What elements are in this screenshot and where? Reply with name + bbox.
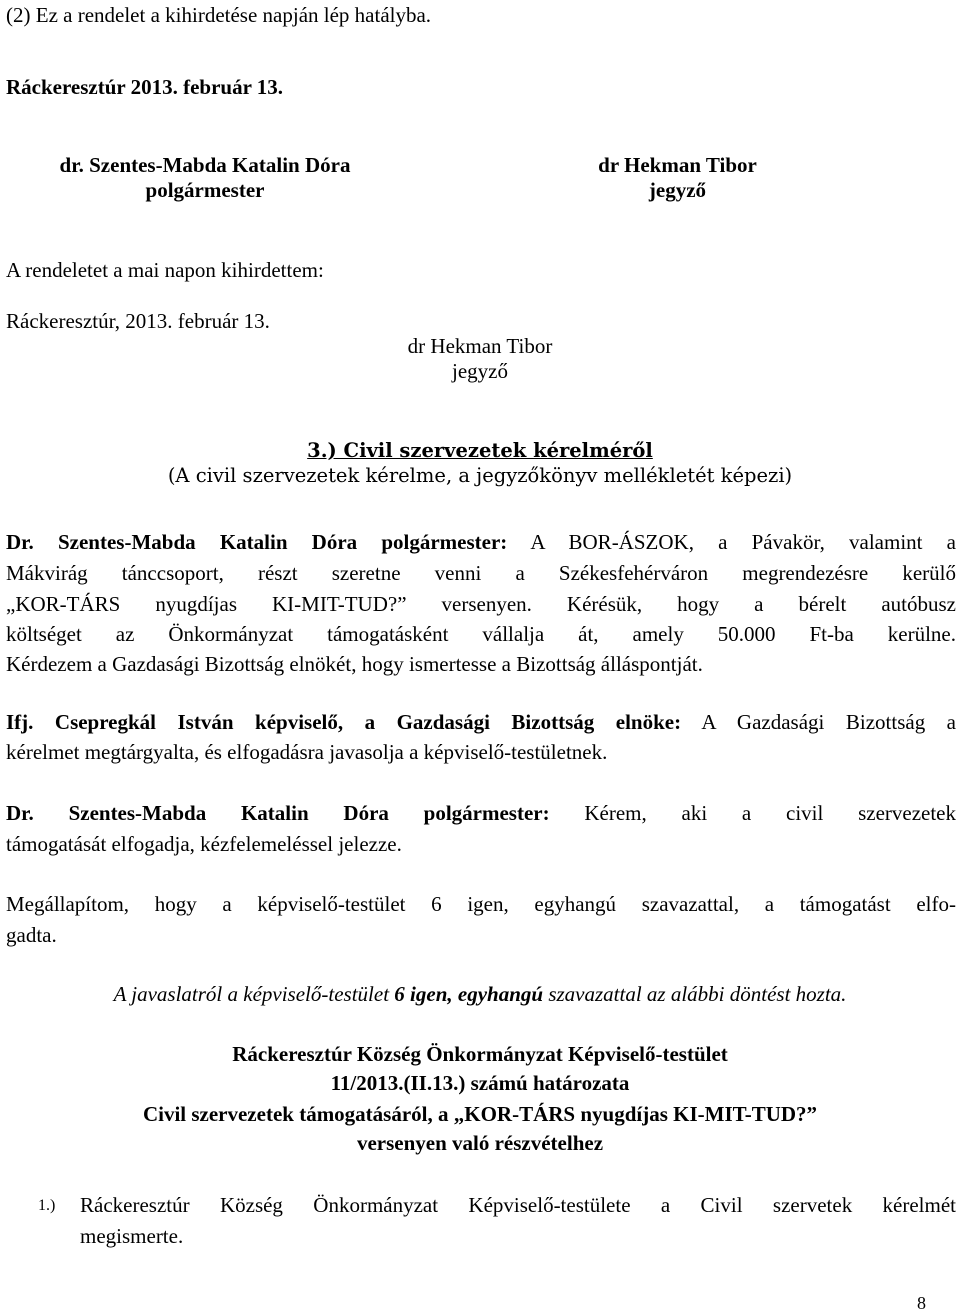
publication-title: jegyző <box>452 359 508 383</box>
publication-place-date: Ráckeresztúr, 2013. február 13. <box>6 309 270 333</box>
item1-line2: megismerte. <box>80 1224 184 1248</box>
effect-line: (2) Ez a rendelet a kihirdetése napján lép hatályba. <box>6 3 432 27</box>
signature-left-title: polgármester <box>145 178 265 202</box>
vote-count: 6 igen, egyhangú <box>394 982 544 1006</box>
place-date: Ráckeresztúr 2013. február 13. <box>6 75 284 99</box>
speaker-mayor: Dr. Szentes-Mabda Katalin Dóra polgármester: <box>6 530 508 554</box>
section-subheading: (A civil szervezetek kérelme, a jegyzőkönyv mellékletét képezi) <box>167 464 793 487</box>
para3-line1: Kérem, aki a civil szervezetek <box>584 801 957 825</box>
section-heading: 3.) Civil szervezetek kérelméről <box>307 439 653 462</box>
para2-line2: kérelmet megtárgyalta, és elfogadásra javasolja a képviselő-testületnek. <box>6 740 608 764</box>
page-number: 8 <box>917 1293 926 1313</box>
item-number: 1.) <box>38 1197 56 1214</box>
resolution-subtitle: versenyen való részvételhez <box>356 1131 604 1155</box>
publication-statement: A rendeletet a mai napon kihirdettem: <box>6 258 324 282</box>
speaker-mayor-2: Dr. Szentes-Mabda Katalin Dóra polgármester: <box>6 801 550 825</box>
para2-line1: A Gazdasági Bizottság a <box>701 710 957 734</box>
para1-line1: A BOR-ÁSZOK, a Pávakör, valamint a <box>530 530 957 554</box>
signature-right-title: jegyző <box>648 178 707 202</box>
para4-line2: gadta. <box>6 923 57 947</box>
resolution-number: 11/2013.(II.13.) számú határozata <box>330 1071 630 1095</box>
para4-line1: Megállapítom, hogy a képviselő-testület 6 igen, egyhangú szavazattal, a támogatást elfo- <box>6 892 956 916</box>
vote-pre: A javaslatról a képviselő-testület <box>113 982 390 1006</box>
speaker-committee-chair: Ifj. Csepregkál István képviselő, a Gazdasági Bizottság elnöke: <box>6 710 682 734</box>
para1-line5: Kérdezem a Gazdasági Bizottság elnökét, hogy ismertesse a Bizottság álláspontját. <box>6 652 703 676</box>
resolution-title: Civil szervezetek támogatásáról, a „KOR-TÁRS nyugdíjas KI-MIT-TUD?” <box>142 1102 818 1126</box>
para3-line2: támogatását elfogadja, kézfelemeléssel jelezze. <box>6 832 402 856</box>
signature-left-name: dr. Szentes-Mabda Katalin Dóra <box>59 153 351 177</box>
vote-post: szavazattal az alábbi döntést hozta. <box>548 982 847 1006</box>
para1-line4: költséget az Önkormányzat támogatásként vállalja át, amely 50.000 Ft-ba kerülne. <box>6 622 956 646</box>
item1-line1: Ráckeresztúr Község Önkormányzat Képviselő-testülete a Civil szervetek kérelmét <box>80 1193 956 1217</box>
vote-statement <box>0 984 960 1005</box>
publication-name: dr Hekman Tibor <box>407 334 553 358</box>
resolution-body: Ráckeresztúr Község Önkormányzat Képviselő-testület <box>232 1042 728 1066</box>
signature-right-name: dr Hekman Tibor <box>598 153 757 177</box>
para1-line3: „KOR-TÁRS nyugdíjas KI-MIT-TUD?” versenyen. Kérésük, hogy a bérelt autóbusz <box>6 592 956 616</box>
para1-line2: Mákvirág tánccsoport, részt szeretne venni a Székesfehérváron megrendezésre kerülő <box>6 561 956 585</box>
